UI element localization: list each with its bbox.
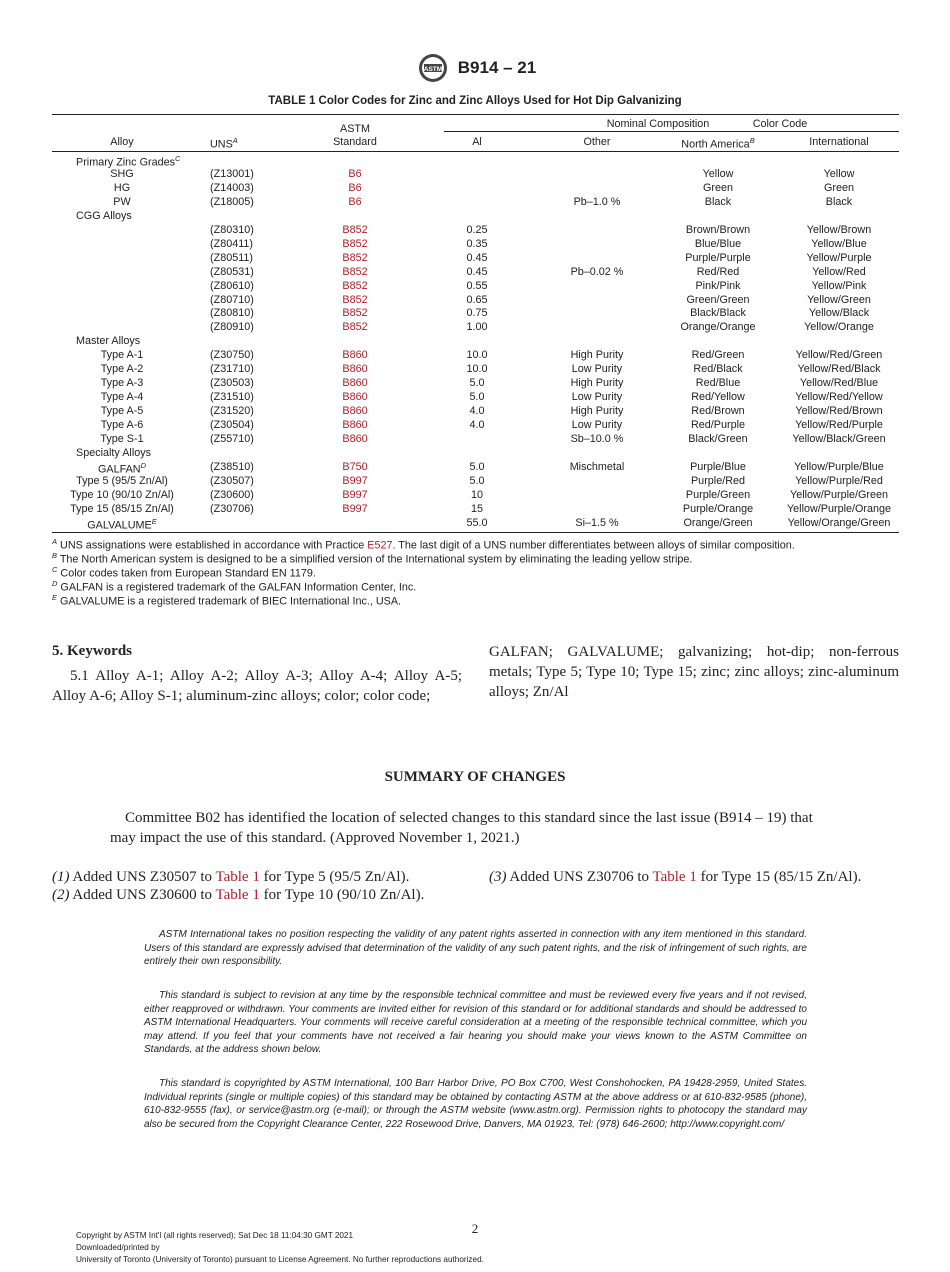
cell-north-america: Purple/Green	[685, 488, 751, 501]
cell-uns: (Z80710)	[210, 293, 254, 306]
cell-alloy-text: Type A-4	[100, 391, 144, 404]
cell-astm-standard[interactable]: B6	[348, 181, 362, 194]
copyright-line-1: Copyright by ASTM Int'l (all rights reserved); Sat Dec 18 11:04:30 GMT 2021	[76, 1231, 354, 1240]
cell-uns: (Z30600)	[210, 488, 254, 501]
cell-al: 0.45	[466, 265, 488, 278]
header-uns-sup: A	[232, 136, 238, 145]
logo-text: ASTM	[423, 66, 442, 73]
table-row	[52, 238, 899, 252]
table-group-row	[52, 210, 899, 224]
cell-alloy	[52, 363, 192, 375]
cell-al: 5.0	[469, 474, 485, 487]
cell-international: Yellow/Green	[807, 293, 871, 306]
table-row	[52, 196, 899, 210]
cell-uns: (Z30503)	[210, 377, 254, 390]
cell-north-america: Green	[702, 181, 733, 194]
table-row	[52, 182, 899, 196]
cell-uns: (Z80531)	[210, 265, 254, 278]
table-header-rule	[52, 151, 899, 152]
cell-alloy	[52, 475, 192, 487]
cell-alloy-text: Type 10 (90/10 Zn/Al)	[70, 488, 174, 501]
table-row	[52, 419, 899, 433]
cell-international: Green	[823, 181, 854, 194]
cell-north-america: Yellow	[702, 167, 734, 180]
cell-uns: (Z31710)	[210, 363, 254, 376]
cell-astm-standard[interactable]: B997	[342, 502, 368, 515]
cell-uns: (Z80610)	[210, 279, 254, 292]
cell-alloy-sup: E	[151, 516, 157, 526]
cell-north-america: Orange/Orange	[680, 321, 756, 334]
cell-international: Yellow/Purple/Orange	[786, 502, 892, 515]
cell-alloy-text: Master Alloys	[76, 335, 141, 348]
cell-uns: (Z38510)	[210, 460, 254, 473]
header-na-sup: B	[749, 136, 755, 145]
cell-other: Sb–10.0 %	[570, 433, 624, 445]
table-bottom-rule	[52, 532, 899, 533]
cell-international: Yellow/Red/Purple	[795, 419, 883, 432]
table-top-rule	[52, 114, 899, 115]
keywords-heading: 5. Keywords	[52, 643, 132, 659]
cell-alloy-text: PW	[113, 195, 131, 208]
footnote-mark: B	[52, 551, 58, 560]
cell-astm-standard[interactable]: B860	[342, 419, 368, 432]
table-row	[52, 294, 899, 308]
cell-other: Low Purity	[571, 419, 623, 432]
footnote	[52, 537, 795, 552]
cell-north-america: Red/Red	[696, 265, 740, 278]
page-number: 2	[471, 1221, 479, 1236]
cell-alloy-text: Type 15 (85/15 Zn/Al)	[70, 502, 174, 515]
cell-astm-standard[interactable]: B852	[342, 307, 368, 320]
cell-uns: (Z80810)	[210, 307, 254, 320]
cell-alloy	[52, 168, 192, 180]
cell-al: 0.35	[466, 237, 488, 250]
cell-north-america: Purple/Purple	[685, 251, 751, 264]
change-2-post: for Type 10 (90/10 Zn/Al).	[259, 887, 425, 903]
cell-other: Pb–0.02 %	[570, 265, 624, 278]
table-row	[52, 391, 899, 405]
cell-al: 0.75	[466, 307, 488, 320]
cell-north-america: Red/Green	[691, 349, 745, 362]
header-standard: Standard	[333, 136, 377, 148]
cell-astm-standard[interactable]: B852	[342, 251, 368, 264]
cell-other: Pb–1.0 %	[573, 195, 621, 208]
cell-other: High Purity	[570, 377, 624, 390]
cell-international: Yellow/Red/Blue	[799, 377, 879, 390]
table-1-link[interactable]: Table 1	[652, 869, 697, 885]
header-al: Al	[472, 136, 482, 148]
cell-astm-standard[interactable]: B860	[342, 363, 368, 376]
cell-north-america: Red/Black	[693, 363, 743, 376]
cell-international: Black	[825, 195, 853, 208]
cell-astm-standard[interactable]: B860	[342, 377, 368, 390]
table-row	[52, 489, 899, 503]
cell-international: Yellow/Red/Brown	[795, 405, 883, 418]
cell-al: 0.45	[466, 251, 488, 264]
cell-astm-standard[interactable]: B852	[342, 237, 368, 250]
cell-north-america: Purple/Orange	[682, 502, 754, 515]
cell-al: 1.00	[466, 321, 488, 334]
cell-astm-standard[interactable]: B860	[342, 405, 368, 418]
footnote-text: GALVALUME is a registered trademark of BIEC International Inc., USA.	[60, 595, 402, 608]
table-row	[52, 252, 899, 266]
cell-al: 0.25	[466, 223, 488, 236]
cell-alloy	[52, 503, 192, 515]
cell-astm-standard[interactable]: B6	[348, 167, 362, 180]
cell-international: Yellow/Pink	[811, 279, 867, 292]
document-header	[0, 52, 950, 84]
cell-al: 5.0	[469, 460, 485, 473]
cell-north-america: Red/Brown	[691, 405, 745, 418]
cell-north-america: Red/Yellow	[691, 391, 745, 404]
cell-al: 15	[470, 502, 483, 515]
cell-alloy-text: Primary Zinc Grades	[76, 156, 175, 169]
table-row	[52, 349, 899, 363]
cell-north-america: Green/Green	[686, 293, 750, 306]
change-1-pre: Added UNS Z30507 to	[69, 869, 216, 885]
cell-international: Yellow/Orange	[804, 321, 874, 334]
cell-alloy	[52, 377, 192, 389]
copyright-notice: This standard is copyrighted by ASTM International, 100 Barr Harbor Drive, PO Box C700, West Conshohocken, PA 19428-2959, United States. Individual reprints (single or multiple copies) of this standard may be obtained by contacting ASTM at the above address or at 610-832-9585 (phone), 610-832-9555 (fax), or service@astm.org (e-mail); or through the ASTM website (www.astm.org). Permission rights to photocopy the standard may also be secured from the Copyright Clearance Center, 222 Rosewood Drive, Danvers, MA 01923, Tel: (978) 646-2600; http://www.copyright.com/	[144, 1078, 807, 1130]
change-3-number: (3)	[489, 869, 507, 885]
cell-alloy	[52, 489, 192, 501]
footnote-mark: D	[52, 579, 58, 588]
cell-alloy-text: Type A-2	[100, 363, 144, 376]
cell-al: 5.0	[469, 377, 485, 390]
cell-north-america: Pink/Pink	[695, 279, 741, 292]
cell-international: Yellow/Purple/Blue	[794, 460, 884, 473]
cell-alloy-text: SHG	[110, 167, 134, 180]
change-2-pre: Added UNS Z30600 to	[69, 887, 216, 903]
change-3-post: for Type 15 (85/15 Zn/Al).	[696, 869, 862, 885]
cell-al: 0.65	[466, 293, 488, 306]
cell-other: Low Purity	[571, 391, 623, 404]
table-row	[52, 363, 899, 377]
cell-north-america: Black/Black	[690, 307, 746, 320]
cell-uns: (Z31510)	[210, 391, 254, 404]
astm-logo-icon	[414, 52, 452, 84]
table-group-row	[52, 154, 899, 168]
change-item-1	[52, 869, 409, 886]
cell-alloy	[52, 196, 192, 208]
change-1-post: for Type 5 (95/5 Zn/Al).	[259, 869, 410, 885]
cell-al: 4.0	[469, 405, 485, 418]
change-item-2	[52, 887, 424, 904]
cell-alloy-text: GALVALUME	[87, 519, 152, 532]
cell-astm-standard[interactable]: B852	[342, 293, 368, 306]
cell-international: Yellow/Brown	[806, 223, 872, 236]
copyright-line-2: Downloaded/printed by	[76, 1243, 160, 1252]
cell-al: 10	[470, 488, 483, 501]
cell-astm-standard[interactable]: B852	[342, 265, 368, 278]
cell-alloy	[76, 335, 140, 347]
cell-alloy-sup: C	[175, 154, 181, 163]
cell-alloy-text: Type A-1	[100, 349, 144, 362]
cell-uns: (Z18005)	[210, 195, 254, 208]
cell-al: 5.0	[469, 391, 485, 404]
footnote-text: The North American system is designed to be a simplified version of the International system by eliminating the leading yellow stripe.	[59, 553, 693, 566]
cell-north-america: Brown/Brown	[685, 223, 751, 236]
cell-international: Yellow/Red/Black	[797, 363, 881, 376]
table-row	[52, 405, 899, 419]
header-uns-text: UNS	[210, 138, 233, 151]
cell-astm-standard[interactable]: B860	[342, 433, 368, 445]
cell-uns: (Z31520)	[210, 405, 254, 418]
table-row	[52, 433, 899, 447]
table-row	[52, 307, 899, 321]
table-row	[52, 377, 899, 391]
cell-uns: (Z80910)	[210, 321, 254, 334]
cell-alloy-text: Type A-3	[100, 377, 144, 390]
header-color-code: Color Code	[752, 118, 808, 130]
cell-alloy	[52, 349, 192, 361]
header-na-text: North America	[681, 138, 750, 151]
cell-north-america: Blue/Blue	[694, 237, 742, 250]
summary-heading: SUMMARY OF CHANGES	[384, 769, 566, 785]
cell-uns: (Z80310)	[210, 223, 254, 236]
table-row	[52, 280, 899, 294]
cell-uns: (Z80511)	[210, 251, 254, 264]
cell-alloy-sup: D	[140, 460, 147, 470]
cell-north-america: Red/Purple	[690, 419, 746, 432]
cell-international: Yellow	[823, 167, 855, 180]
cell-other: Low Purity	[571, 363, 623, 376]
table-row	[52, 503, 899, 517]
summary-paragraph: Committee B02 has identified the location of selected changes to this standard since the last issue (B914 – 19) that may impact the use of this standard. (Approved November 1, 2021.)	[110, 810, 813, 846]
cell-uns: (Z14003)	[210, 181, 254, 194]
cell-astm-standard[interactable]: B997	[342, 474, 368, 487]
cell-alloy	[76, 154, 180, 169]
cell-international: Yellow/Blue	[811, 237, 867, 250]
change-1-number: (1)	[52, 869, 70, 885]
cell-alloy-text: HG	[113, 181, 131, 194]
keywords-paragraph-2: GALFAN; GALVALUME; galvanizing; hot-dip; non-ferrous metals; Type 5; Type 10; Type 15; zinc; zinc alloys; zinc-aluminum alloys; Zn/Al	[489, 644, 899, 700]
cell-north-america: Black	[704, 195, 732, 208]
table-row	[52, 517, 899, 531]
cell-alloy-text: Type S-1	[100, 433, 144, 445]
cell-alloy	[52, 405, 192, 417]
cell-al: 55.0	[466, 516, 488, 529]
header-other: Other	[583, 136, 611, 148]
table-row	[52, 321, 899, 335]
cell-other: Si–1.5 %	[575, 516, 619, 529]
footnote-mark: C	[52, 565, 58, 574]
cell-alloy	[76, 210, 132, 222]
header-nominal-composition: Nominal Composition	[606, 118, 710, 130]
footnote	[52, 551, 692, 566]
cell-international: Yellow/Purple/Green	[789, 488, 889, 501]
cell-other: High Purity	[570, 405, 624, 418]
table-row	[52, 224, 899, 238]
cell-al: 0.55	[466, 279, 488, 292]
footnote	[52, 593, 401, 608]
cell-astm-standard[interactable]: B852	[342, 223, 368, 236]
cell-international: Yellow/Red/Yellow	[795, 391, 883, 404]
cell-alloy	[52, 461, 192, 476]
cell-astm-standard[interactable]: B860	[342, 349, 368, 362]
cell-al: 10.0	[466, 363, 488, 376]
cell-north-america: Purple/Red	[690, 474, 746, 487]
header-alloy: Alloy	[110, 136, 134, 148]
cell-alloy-text: GALFAN	[97, 463, 141, 476]
cell-al: 10.0	[466, 349, 488, 362]
cell-alloy-text: Specialty Alloys	[76, 446, 152, 459]
table-row	[52, 168, 899, 182]
table-1-link[interactable]: Table 1	[215, 869, 260, 885]
header-north-america	[662, 136, 774, 151]
cell-alloy-text: Type 5 (95/5 Zn/Al)	[76, 474, 168, 487]
footnote-text: UNS assignations were established in accordance with Practice	[60, 539, 368, 552]
keywords-paragraph-1: 5.1 Alloy A-1; Alloy A-2; Alloy A-3; Alloy A-4; Alloy A-5; Alloy A-6; Alloy S-1; aluminum-zinc alloys; color; color code;	[52, 668, 462, 704]
cell-international: Yellow/Black	[808, 307, 870, 320]
document-designation: B914 – 21	[457, 58, 537, 77]
table-row	[52, 475, 899, 489]
table-group-row	[52, 447, 899, 461]
table-row	[52, 266, 899, 280]
footnote-text: Color codes taken from European Standard EN 1179.	[60, 567, 316, 580]
cell-uns: (Z30504)	[210, 419, 254, 432]
revision-notice: This standard is subject to revision at any time by the responsible technical committee and must be reviewed every five years and if not revised, either reapproved or withdrawn. Your comments are invited either for revision of this standard or for additional standards and should be addressed to ASTM International Headquarters. Your comments will receive careful consideration at a meeting of the responsible technical committee, which you may attend. If you feel that your comments have not received a fair hearing you should make your views known to the ASTM Committee on Standards, at the address shown below.	[144, 990, 807, 1055]
footnote-text-after: . The last digit of a UNS number differentiates between alloys of similar composition.	[392, 539, 795, 552]
cell-north-america: Purple/Blue	[690, 460, 746, 473]
cell-alloy	[52, 182, 192, 194]
cell-astm-standard[interactable]: B750	[342, 460, 368, 473]
change-item-3	[489, 869, 861, 886]
table-title: TABLE 1 Color Codes for Zinc and Zinc Alloys Used for Hot Dip Galvanizing	[268, 95, 682, 107]
cell-al: 4.0	[469, 419, 485, 432]
footnote	[52, 565, 316, 580]
cell-international: Yellow/Red	[812, 265, 866, 278]
footnote-text: GALFAN is a registered trademark of the GALFAN Information Center, Inc.	[60, 581, 417, 594]
cell-alloy	[52, 391, 192, 403]
header-international: International	[809, 136, 869, 148]
cell-uns: (Z13001)	[210, 167, 254, 180]
cell-astm-standard[interactable]: B997	[342, 488, 368, 501]
cell-alloy-text: Type A-6	[100, 419, 144, 432]
header-astm: ASTM	[340, 123, 370, 135]
cell-alloy	[76, 447, 151, 459]
cell-uns: (Z30706)	[210, 502, 254, 515]
cell-uns: (Z30750)	[210, 349, 254, 362]
cell-international: Yellow/Red/Green	[795, 349, 883, 362]
cell-international: Yellow/Black/Green	[792, 433, 886, 445]
cell-alloy	[52, 419, 192, 431]
cell-international: Yellow/Purple	[806, 251, 872, 264]
table-row	[52, 461, 899, 475]
cell-alloy-text: Type A-5	[100, 405, 144, 418]
footnote-mark: E	[52, 593, 58, 602]
cell-north-america: Orange/Green	[683, 516, 753, 529]
cell-uns: (Z30507)	[210, 474, 254, 487]
color-code-sub-rule	[670, 131, 899, 132]
footnote-mark: A	[52, 537, 58, 546]
cell-alloy	[52, 517, 192, 532]
cell-international: Yellow/Purple/Red	[795, 474, 883, 487]
cell-uns: (Z55710)	[210, 433, 254, 445]
patent-notice: ASTM International takes no position respecting the validity of any patent rights asserted in connection with any item mentioned in this standard. Users of this standard are expressly advised that determination of the validity of any such patent rights, and the risk of infringement of such rights, are entirely their own responsibility.	[144, 929, 807, 967]
table-1-link[interactable]: Table 1	[215, 887, 260, 903]
cell-other: High Purity	[570, 349, 624, 362]
cell-astm-standard[interactable]: B852	[342, 279, 368, 292]
cell-international: Yellow/Orange/Green	[787, 516, 891, 529]
change-3-pre: Added UNS Z30706 to	[506, 869, 653, 885]
cell-astm-standard[interactable]: B852	[342, 321, 368, 334]
cell-other: Mischmetal	[569, 460, 625, 473]
cell-astm-standard[interactable]: B6	[348, 195, 362, 208]
practice-link[interactable]: E527	[367, 539, 393, 552]
change-2-number: (2)	[52, 887, 70, 903]
cell-alloy	[52, 433, 192, 445]
copyright-line-3: University of Toronto (University of Toronto) pursuant to License Agreement. No further reproductions authorized.	[76, 1255, 484, 1264]
header-uns	[210, 136, 270, 151]
footnote	[52, 579, 416, 594]
table-group-row	[52, 335, 899, 349]
cell-uns: (Z80411)	[210, 237, 254, 250]
cell-north-america: Red/Blue	[695, 377, 741, 390]
cell-alloy-text: CGG Alloys	[76, 209, 132, 222]
cell-north-america: Black/Green	[688, 433, 748, 445]
cell-astm-standard[interactable]: B860	[342, 391, 368, 404]
